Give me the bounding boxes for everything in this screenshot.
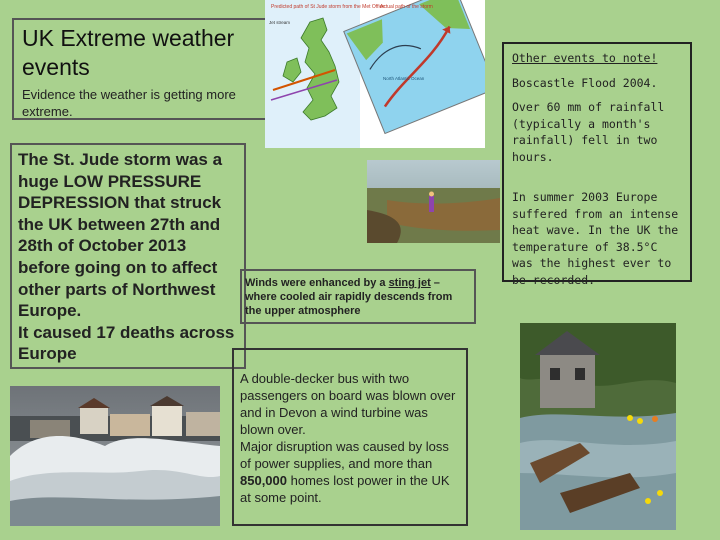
map-label-predicted: Predicted path of St Jude storm from the Met Office [271,4,385,10]
sting-jet-caption [240,269,476,324]
other-events-heading: Other events to note! [512,51,658,65]
bus-turbine-text: A double-decker bus with two passengers on board was blown over and in Devon a wind turbine was blown over. [240,371,456,437]
map-label-ocean: North Atlantic Ocean [383,76,425,81]
storm-path-map [265,0,485,148]
storm-deaths: It caused 17 deaths across Europe [18,322,235,364]
boscastle-rainfall: Over 60 mm of rainfall (typically a month's rainfall) fell in two hours. [512,100,665,164]
disruption-box [232,348,468,526]
boscastle-flood-photo [520,323,676,530]
boscastle-title: Boscastle Flood 2004. [512,75,658,90]
power-loss-prefix: Major disruption was caused by loss of power supplies, and more than [240,439,449,471]
sting-jet-link[interactable]: sting jet [388,277,431,289]
heatwave-text: In summer 2003 Europe suffered from an intense heat wave. In the UK the temperature of 38.5°C was the highest ever to be recorded. [512,190,679,287]
page-subtitle: Evidence the weather is getting more extreme. [22,87,236,119]
power-loss-text [240,438,460,506]
power-loss-suffix: homes lost power in the UK at some point. [240,473,450,505]
storm-description-box [10,143,246,369]
flooded-field-photo [367,160,500,243]
storm-description: The St. Jude storm was a huge LOW PRESSURE DEPRESSION that struck the UK between 27th and 28th of October 2013 before going on to affect other parts of Northwest Europe. [18,150,223,321]
other-events-box [502,42,692,287]
map-label-jet: Jet stream [269,20,291,25]
page-title: UK Extreme weather events [22,25,235,80]
sting-jet-prefix: Winds were enhanced by a [245,277,389,289]
storm-waves-photo [10,386,220,526]
sting-jet-text [245,276,471,318]
map-label-actual: Actual path of the storm [380,4,433,10]
title-box [12,18,268,120]
sting-jet-suffix: – where cooled air rapidly descends from the upper atmosphere [245,277,453,317]
homes-count: 850,000 [240,473,287,488]
